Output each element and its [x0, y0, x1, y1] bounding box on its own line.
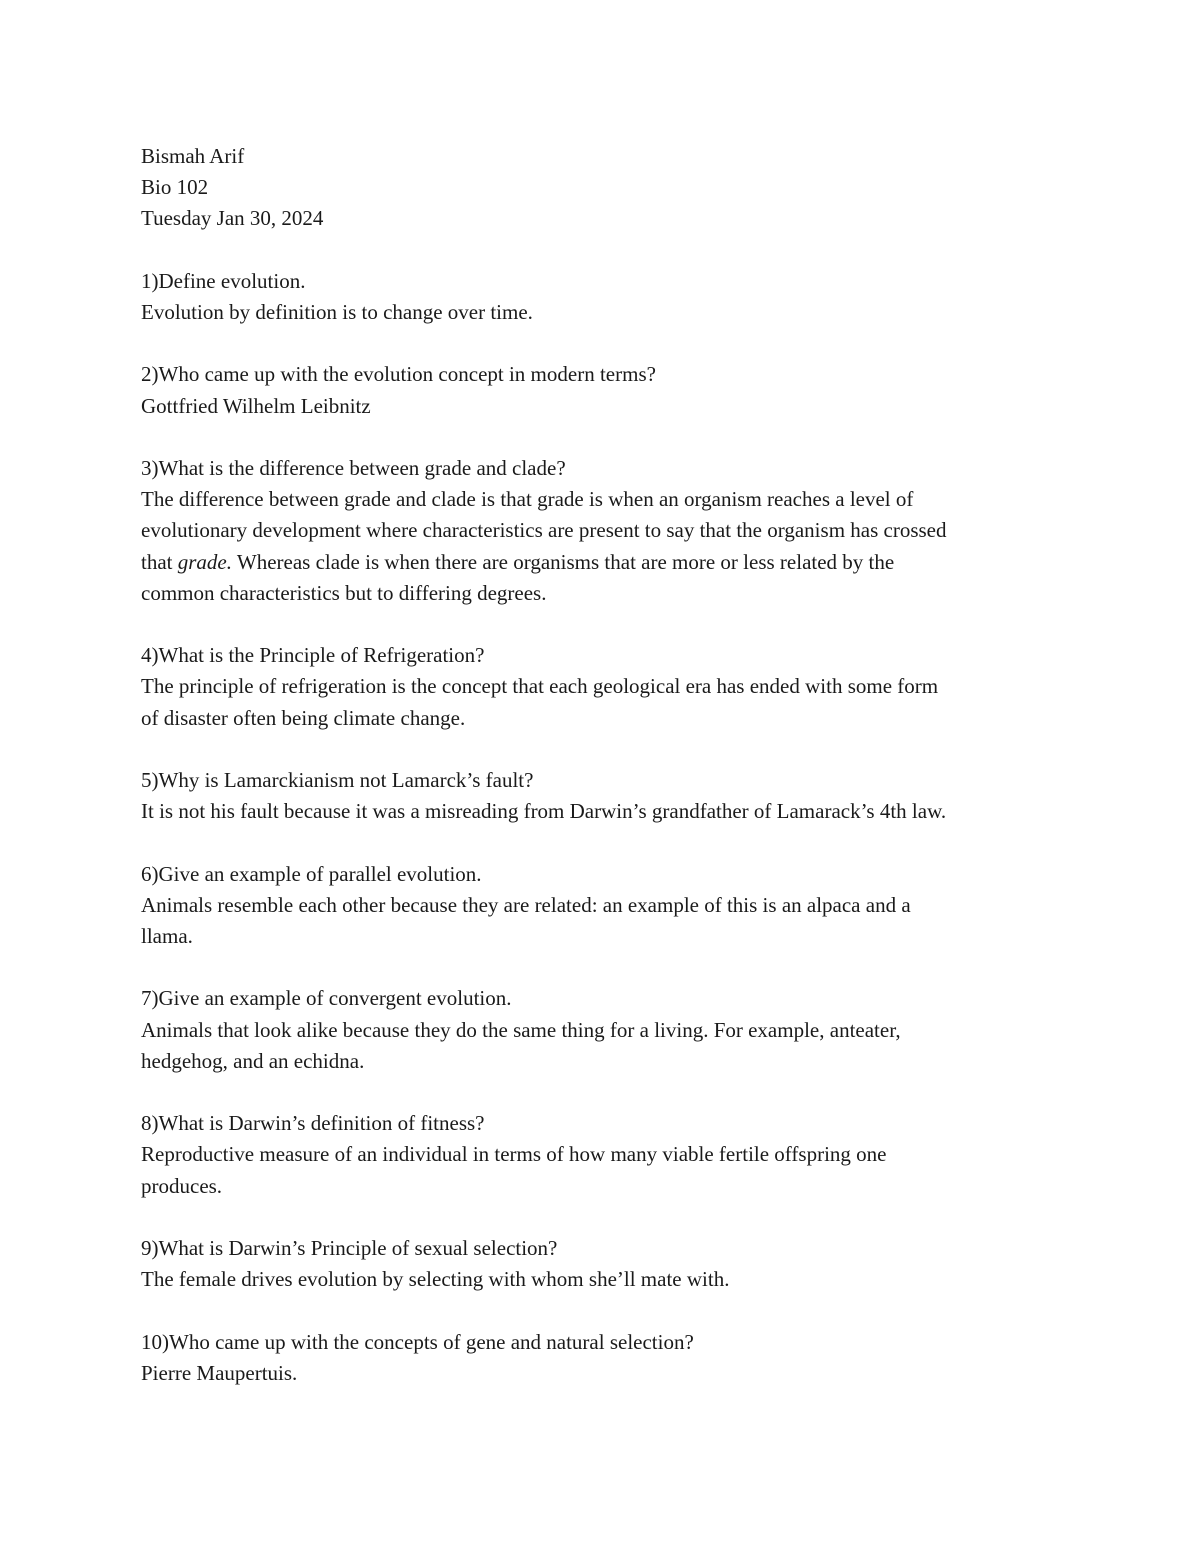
- question-7: 7)Give an example of convergent evolution.: [141, 986, 512, 1011]
- answer-3-line-3: [141, 547, 1061, 578]
- spacer: [141, 1202, 1061, 1233]
- qa-block-4: [141, 640, 1061, 734]
- question-4: 4)What is the Principle of Refrigeration?: [141, 643, 485, 668]
- qa-block-9: [141, 1233, 1061, 1295]
- question-9: 9)What is Darwin’s Principle of sexual selection?: [141, 1235, 558, 1260]
- qa-block-3: [141, 453, 1061, 609]
- qa-block-8: [141, 1108, 1061, 1202]
- qa-block-1: [141, 266, 1061, 328]
- answer-3-line-1: The difference between grade and clade is that grade is when an organism reaches a level of: [141, 487, 914, 512]
- answer-6-line-1: Animals resemble each other because they are related: an example of this is an alpaca and a: [141, 892, 911, 917]
- course-name: Bio 102: [141, 175, 209, 200]
- document-date: Tuesday Jan 30, 2024: [141, 206, 324, 231]
- answer-4-line-1: The principle of refrigeration is the concept that each geological era has ended with some form: [141, 674, 939, 699]
- answer-2-line-1: Gottfried Wilhelm Leibnitz: [141, 393, 371, 418]
- answer-4-line-2: of disaster often being climate change.: [141, 705, 466, 730]
- question-5: 5)Why is Lamarckianism not Lamarck’s fault?: [141, 767, 534, 792]
- spacer: [141, 952, 1061, 983]
- question-8: 8)What is Darwin’s definition of fitness?: [141, 1111, 485, 1136]
- answer-5-line-1: It is not his fault because it was a misreading from Darwin’s grandfather of Lamarack’s 4th law.: [141, 799, 947, 824]
- qa-block-10: [141, 1327, 1061, 1389]
- answer-3-line-2: evolutionary development where characteristics are present to say that the organism has crossed: [141, 518, 947, 543]
- qa-block-2: [141, 359, 1061, 421]
- answer-3-line-3-prefix: that: [141, 549, 178, 574]
- emphasized-term-grade: grade.: [177, 549, 232, 574]
- answer-3-line-4: common characteristics but to differing degrees.: [141, 580, 547, 605]
- question-1: 1)Define evolution.: [141, 268, 306, 293]
- spacer: [141, 609, 1061, 640]
- spacer: [141, 1295, 1061, 1326]
- spacer: [141, 734, 1061, 765]
- answer-7-line-1: Animals that look alike because they do the same thing for a living. For example, anteater,: [141, 1017, 901, 1042]
- qa-block-7: [141, 983, 1061, 1077]
- spacer: [141, 827, 1061, 858]
- answer-7-line-2: hedgehog, and an echidna.: [141, 1048, 365, 1073]
- answer-9-line-1: The female drives evolution by selecting with whom she’ll mate with.: [141, 1267, 730, 1292]
- answer-6-line-2: llama.: [141, 923, 193, 948]
- spacer: [141, 1077, 1061, 1108]
- document-body: [141, 141, 1061, 1389]
- spacer: [141, 328, 1061, 359]
- question-3: 3)What is the difference between grade and clade?: [141, 455, 566, 480]
- answer-8-line-1: Reproductive measure of an individual in terms of how many viable fertile offspring one: [141, 1142, 887, 1167]
- spacer: [141, 235, 1061, 266]
- question-2: 2)Who came up with the evolution concept in modern terms?: [141, 362, 656, 387]
- answer-1-line-1: Evolution by definition is to change over time.: [141, 300, 533, 324]
- answer-8-line-2: produces.: [141, 1173, 223, 1198]
- spacer: [141, 422, 1061, 453]
- author-name: Bismah Arif: [141, 144, 245, 168]
- question-10: 10)Who came up with the concepts of gene and natural selection?: [141, 1329, 694, 1354]
- answer-3-line-3-suffix: Whereas clade is when there are organisms that are more or less related by the: [232, 549, 895, 574]
- answer-10-line-1: Pierre Maupertuis.: [141, 1360, 298, 1385]
- qa-block-5: [141, 765, 1061, 827]
- qa-block-6: [141, 859, 1061, 953]
- question-6: 6)Give an example of parallel evolution.: [141, 861, 482, 886]
